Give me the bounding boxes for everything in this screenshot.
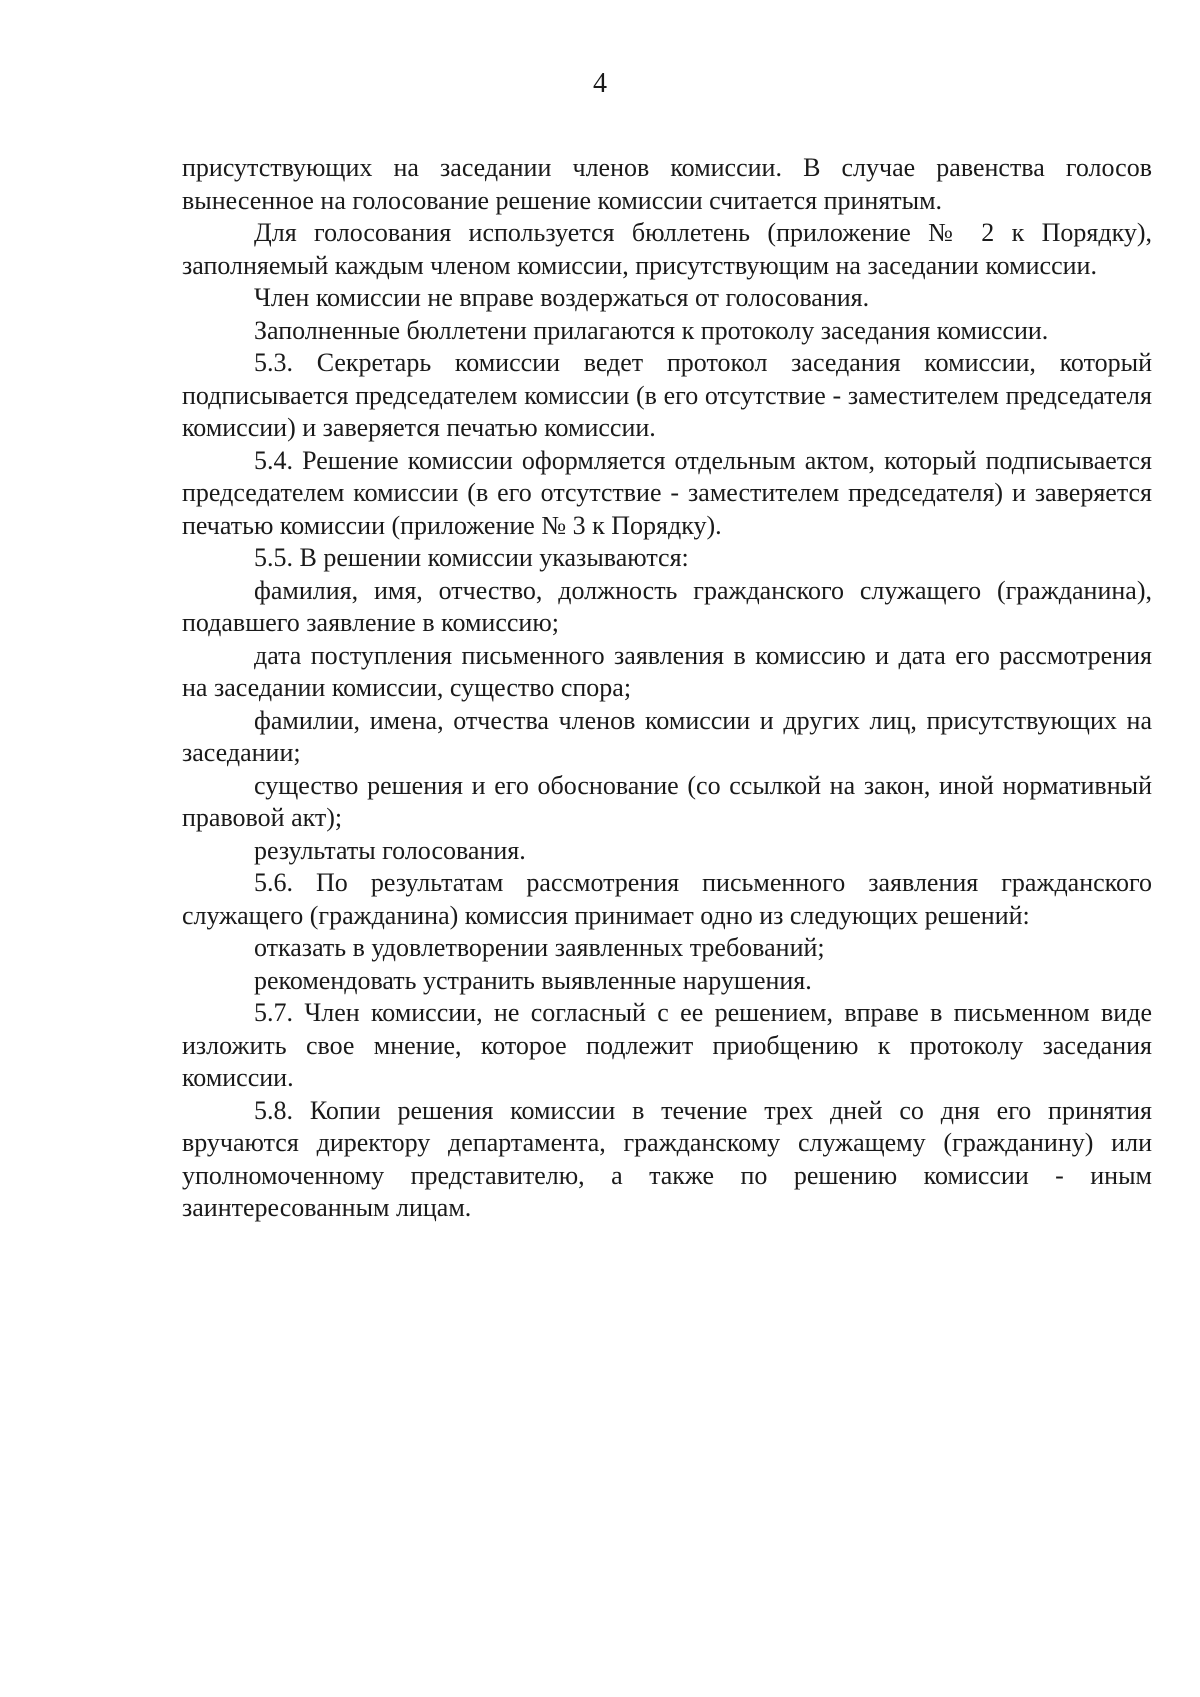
paragraph: рекомендовать устранить выявленные нарушения.: [254, 965, 812, 995]
paragraph: Заполненные бюллетени прилагаются к протоколу заседания комиссии.: [254, 315, 1049, 345]
paragraph: результаты голосования.: [254, 835, 526, 865]
paragraph: существо решения и его обоснование (со ссылкой на закон, иной нормативный правовой акт);: [182, 770, 1152, 832]
paragraph: 5.6. По результатам рассмотрения письменного заявления гражданского служащего (гражданина) комиссия принимает одно из следующих решений:: [182, 868, 1152, 930]
paragraph: Для голосования используется бюллетень (приложение № 2 к Порядку), заполняемый каждым членом комиссии, присутствующим на заседании комиссии.: [182, 218, 1152, 280]
paragraph: 5.5. В решении комиссии указываются:: [254, 543, 689, 572]
paragraph: дата поступления письменного заявления в комиссию и дата его рассмотрения на заседании комиссии, существо спора;: [182, 640, 1152, 702]
paragraph: присутствующих на заседании членов комиссии. В случае равенства голосов вынесенное на голосование решение комиссии считается принятым.: [182, 153, 1152, 215]
paragraph: фамилии, имена, отчества членов комиссии и других лиц, присутствующих на заседании;: [182, 705, 1152, 767]
paragraph: отказать в удовлетворении заявленных требований;: [254, 933, 825, 962]
paragraph: 5.4. Решение комиссии оформляется отдельным актом, который подписывается председателем комиссии (в его отсутствие - заместителем председателя) и заверяется печатью комиссии (приложение № 3 к Порядку).: [182, 445, 1152, 540]
paragraph: Член комиссии не вправе воздержаться от голосования.: [254, 283, 870, 312]
document-body: [182, 152, 1152, 1225]
paragraph: 5.7. Член комиссии, не согласный с ее решением, вправе в письменном виде изложить свое мнение, которое подлежит приобщению к протоколу заседания комиссии.: [182, 998, 1152, 1092]
paragraph: фамилия, имя, отчество, должность гражданского служащего (гражданина), подавшего заявление в комиссию;: [182, 575, 1152, 637]
paragraph: 5.8. Копии решения комиссии в течение трех дней со дня его принятия вручаются директору департамента, гражданскому служащему (гражданину) или уполномоченному представителю, а также по решению комиссии - иным заинтересованным лицам.: [182, 1095, 1152, 1222]
page-number: 4: [593, 68, 607, 99]
paragraph: 5.3. Секретарь комиссии ведет протокол заседания комиссии, который подписывается председателем комиссии (в его отсутствие - заместителем председателя комиссии) и заверяется печатью комиссии.: [182, 348, 1152, 442]
